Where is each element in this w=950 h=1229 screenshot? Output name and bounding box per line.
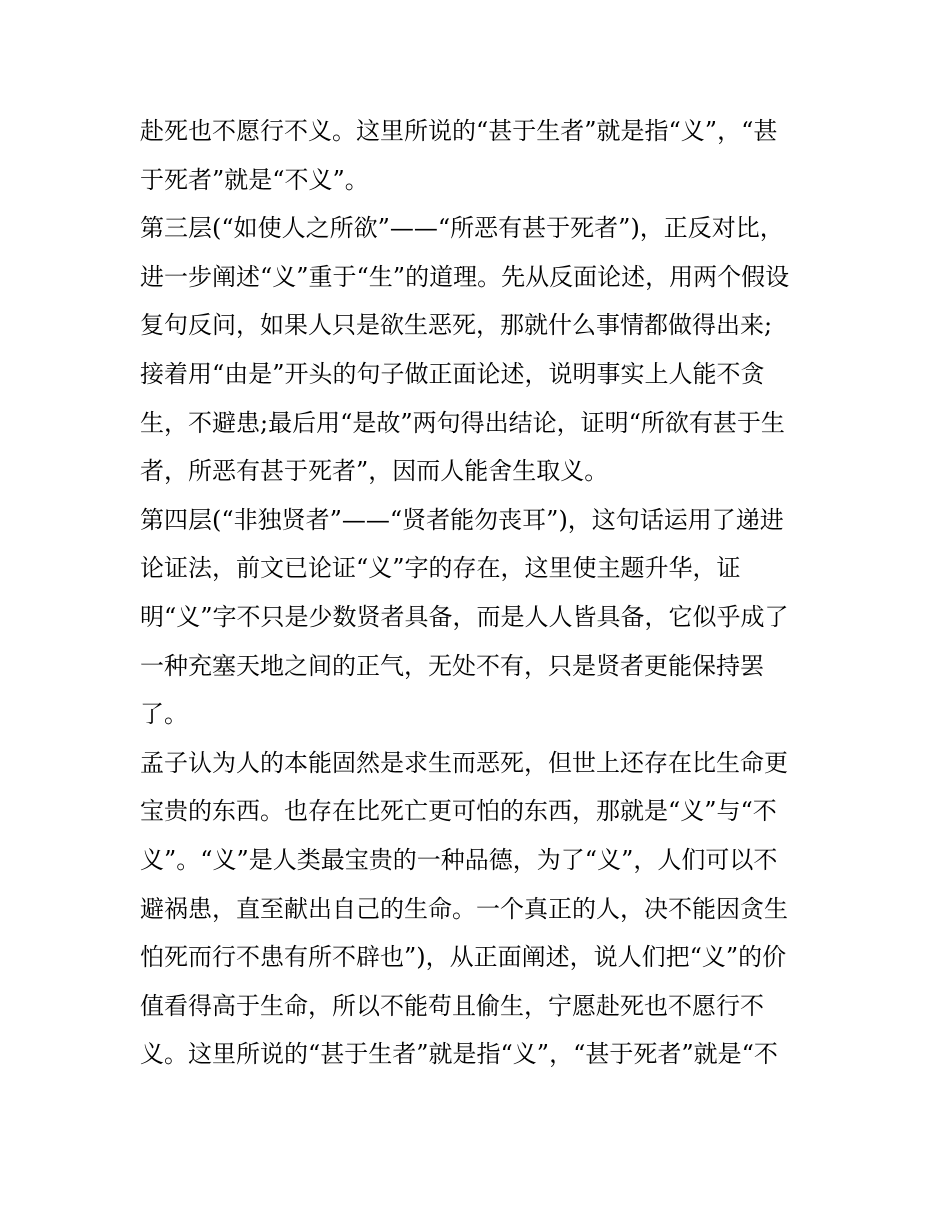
- text-line: 孟子认为人的本能固然是求生而恶死，但世上还存在比生命更: [140, 748, 788, 777]
- text-line: 避祸患，直至献出自己的生命。一个真正的人，决不能因贪生: [140, 894, 788, 923]
- text-line: 于死者”就是“不义”。: [140, 165, 369, 194]
- text-line: 怕死而行不患有所不辟也”)，从正面阐述，说人们把“义”的价: [140, 943, 787, 972]
- text-line: 义。这里所说的“甚于生者”就是指“义”，“甚于死者”就是“不: [140, 1040, 778, 1069]
- text-line: 义”。“义”是人类最宝贵的一种品德，为了“义”，人们可以不: [140, 845, 778, 874]
- text-line: 第三层(“如使人之所欲”——“所恶有甚于死者”)，正反对比，: [140, 214, 784, 243]
- text-line: 明“义”字不只是少数贤者具备，而是人人皆具备，它似乎成了: [140, 602, 789, 631]
- text-line: 一种充塞天地之间的正气，无处不有，只是贤者更能保持罢: [140, 651, 764, 680]
- text-line: 进一步阐述“义”重于“生”的道理。先从反面论述，用两个假设: [140, 262, 790, 291]
- document-body: [140, 107, 812, 1079]
- text-line: 论证法，前文已论证“义”字的存在，这里使主题升华，证: [140, 554, 741, 583]
- text-line: 宝贵的东西。也存在比死亡更可怕的东西，那就是“义”与“不: [140, 797, 777, 826]
- text-line: 值看得高于生命，所以不能苟且偷生，宁愿赴死也不愿行不: [140, 991, 764, 1020]
- text-line: 第四层(“非独贤者”——“贤者能勿丧耳”)，这句话运用了递进: [140, 505, 784, 534]
- text-line: 复句反问，如果人只是欲生恶死，那就什么事情都做得出来;: [140, 311, 773, 340]
- text-line: 生，不避患;最后用“是故”两句得出结论，证明“所欲有甚于生: [140, 408, 785, 437]
- text-line: 者，所恶有甚于死者”，因而人能舍生取义。: [140, 457, 609, 486]
- text-line: 赴死也不愿行不义。这里所说的“甚于生者”就是指“义”，“甚: [140, 117, 778, 145]
- text-line: 了。: [140, 700, 188, 729]
- text-line: 接着用“由是”开头的句子做正面论述，说明事实上人能不贪: [140, 359, 765, 388]
